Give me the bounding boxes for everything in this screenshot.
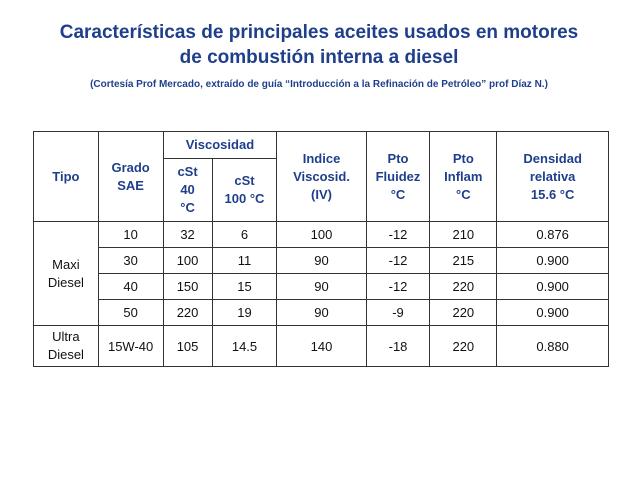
cell-iv: 90 [277,274,366,300]
title-line-2: de combustión interna a diesel [179,47,459,68]
header-pto-inflam: Pto Inflam °C [430,132,497,222]
oil-characteristics-table [33,131,609,367]
tipo-ultra-diesel: Ultra Diesel [34,326,99,367]
cell-cst100: 14.5 [212,326,277,367]
tipo-maxi-diesel: Maxi Diesel [34,222,99,326]
cell-iv: 90 [277,248,366,274]
cell-densidad: 0.900 [497,248,609,274]
header-pto-fluidez: Pto Fluidez °C [366,132,430,222]
header-densidad: Densidad relativa 15.6 °C [497,132,609,222]
table-row [34,248,609,274]
cell-fluidez: -12 [366,222,430,248]
table-row [34,326,609,367]
cell-cst40: 150 [163,274,212,300]
cell-grado: 30 [98,248,163,274]
cell-cst40: 105 [163,326,212,367]
header-cst-100: cSt 100 °C [212,159,277,222]
cell-cst100: 11 [212,248,277,274]
cell-densidad: 0.876 [497,222,609,248]
cell-iv: 90 [277,300,366,326]
cell-inflam: 220 [430,274,497,300]
cell-cst40: 100 [163,248,212,274]
header-tipo: Tipo [34,132,99,222]
table-row [34,222,609,248]
cell-densidad: 0.880 [497,326,609,367]
table-row [34,274,609,300]
header-cst-40: cSt 40 °C [163,159,212,222]
cell-grado: 15W-40 [98,326,163,367]
cell-grado: 40 [98,274,163,300]
cell-inflam: 220 [430,300,497,326]
cell-grado: 10 [98,222,163,248]
title-line-1: Características de principales aceites usados en motores [59,22,579,43]
cell-fluidez: -12 [366,274,430,300]
cell-iv: 140 [277,326,366,367]
cell-grado: 50 [98,300,163,326]
cell-inflam: 210 [430,222,497,248]
cell-densidad: 0.900 [497,300,609,326]
cell-cst40: 32 [163,222,212,248]
cell-inflam: 220 [430,326,497,367]
table-row [34,300,609,326]
page-title [0,20,638,70]
cell-fluidez: -12 [366,248,430,274]
cell-iv: 100 [277,222,366,248]
cell-cst100: 6 [212,222,277,248]
cell-fluidez: -18 [366,326,430,367]
cell-cst100: 15 [212,274,277,300]
cell-inflam: 215 [430,248,497,274]
header-indice-viscosidad: Indice Viscosid. (IV) [277,132,366,222]
cell-cst100: 19 [212,300,277,326]
page-subtitle: (Cortesía Prof Mercado, extraído de guía “Introducción a la Refinación de Petróleo” prof Díaz N.) [90,79,548,90]
cell-cst40: 220 [163,300,212,326]
header-viscosidad: Viscosidad [163,132,277,159]
header-grado-sae: Grado SAE [98,132,163,222]
cell-fluidez: -9 [366,300,430,326]
cell-densidad: 0.900 [497,274,609,300]
